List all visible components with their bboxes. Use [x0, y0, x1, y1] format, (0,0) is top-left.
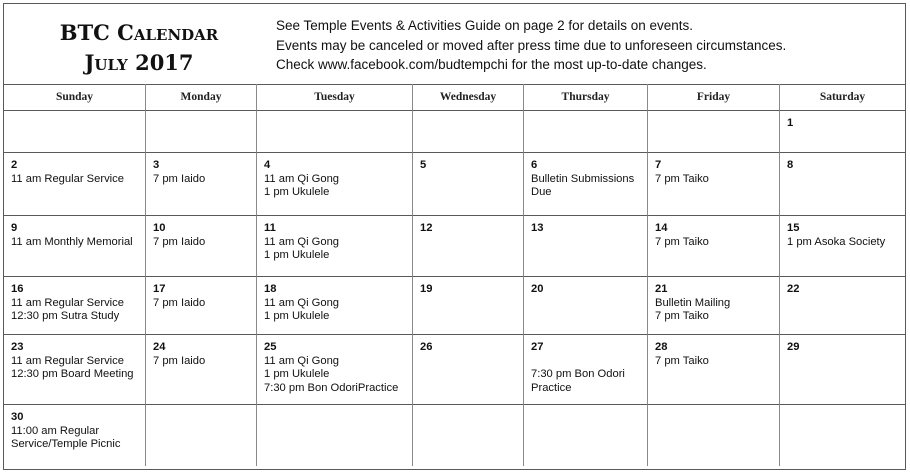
date-number: 1	[787, 117, 794, 129]
date-number: 27	[531, 341, 544, 353]
calendar-title-month: July 2017	[84, 50, 194, 75]
day-cell-14	[648, 216, 780, 277]
date-number: 4	[264, 159, 271, 171]
empty-day-cell	[257, 405, 413, 466]
event-item: 1 pm Ukulele	[264, 186, 330, 198]
date-number: 16	[11, 283, 24, 295]
calendar-grid	[4, 84, 905, 466]
empty-day-cell	[257, 111, 413, 153]
date-number: 18	[264, 283, 277, 295]
empty-day-cell	[413, 405, 524, 466]
date-number: 28	[655, 341, 668, 353]
day-cell-30	[4, 405, 146, 466]
day-cell-29	[780, 335, 905, 405]
calendar	[3, 3, 906, 470]
date-number: 7	[655, 159, 662, 171]
event-item: 7:30 pm Bon Odori Practice	[531, 368, 625, 394]
day-cell-18	[257, 277, 413, 335]
day-cell-13	[524, 216, 648, 277]
event-item: 7 pm Iaido	[153, 172, 206, 185]
date-number: 5	[420, 159, 427, 171]
date-number: 25	[264, 341, 277, 353]
event-item: 1 pm Ukulele	[264, 368, 330, 380]
empty-day-cell	[146, 111, 257, 153]
date-number: 23	[11, 341, 24, 353]
date-number: 29	[787, 341, 800, 353]
date-number: 15	[787, 222, 800, 234]
event-item: 12:30 pm Sutra Study	[11, 310, 120, 322]
day-cell-28	[648, 335, 780, 405]
event-item: 12:30 pm Board Meeting	[11, 368, 134, 380]
day-cell-4	[257, 153, 413, 216]
day-header-tuesday: Tuesday	[257, 84, 413, 111]
date-number: 14	[655, 222, 668, 234]
note-cancellation: Events may be canceled or moved after press time due to unforeseen circumstances.	[276, 37, 787, 53]
empty-day-cell	[524, 405, 648, 466]
date-number: 17	[153, 283, 166, 295]
day-header-friday: Friday	[648, 84, 780, 111]
day-cell-1	[780, 111, 905, 153]
calendar-header	[4, 4, 905, 85]
event-item: 7 pm Taiko	[655, 235, 709, 248]
calendar-notes	[276, 16, 786, 75]
date-number: 12	[420, 222, 433, 234]
day-cell-23	[4, 335, 146, 405]
day-cell-25	[257, 335, 413, 405]
day-cell-10	[146, 216, 257, 277]
empty-day-cell	[648, 405, 780, 466]
day-header-wednesday: Wednesday	[413, 84, 524, 111]
day-header-thursday: Thursday	[524, 84, 648, 111]
date-number: 30	[11, 411, 24, 423]
day-cell-3	[146, 153, 257, 216]
day-cell-20	[524, 277, 648, 335]
event-item: 11 am Qi Gong	[264, 354, 340, 367]
event-item: 7 pm Taiko	[655, 172, 709, 185]
date-number: 11	[264, 222, 276, 234]
day-cell-5	[413, 153, 524, 216]
calendar-title	[24, 18, 254, 78]
day-cell-21	[648, 277, 780, 335]
date-number: 21	[655, 283, 668, 295]
day-cell-6	[524, 153, 648, 216]
event-item: 11:00 am Regular Service/Temple Picnic	[11, 424, 121, 450]
date-number: 6	[531, 159, 538, 171]
day-cell-15	[780, 216, 905, 277]
calendar-title-name: BTC Calendar	[59, 20, 219, 45]
empty-day-cell	[524, 111, 648, 153]
event-item: 7 pm Iaido	[153, 354, 206, 367]
event-item: 7:30 pm Bon OdoriPractice	[264, 381, 399, 394]
day-cell-12	[413, 216, 524, 277]
event-item: 7 pm Iaido	[153, 235, 206, 248]
day-cell-9	[4, 216, 146, 277]
note-facebook: Check www.facebook.com/budtempchi for the most up-to-date changes.	[276, 57, 707, 72]
event-item	[531, 355, 647, 369]
empty-day-cell	[413, 111, 524, 153]
date-number: 20	[531, 283, 544, 295]
event-item: 7 pm Taiko	[655, 310, 709, 322]
date-number: 26	[420, 341, 433, 353]
date-number: 8	[787, 159, 794, 171]
day-cell-19	[413, 277, 524, 335]
day-cell-22	[780, 277, 905, 335]
empty-day-cell	[780, 405, 905, 466]
date-number: 10	[153, 222, 166, 234]
day-cell-7	[648, 153, 780, 216]
event-item: Bulletin Mailing	[655, 296, 731, 309]
event-item: 11 am Qi Gong	[264, 235, 340, 248]
event-item: 11 am Regular Service	[11, 354, 124, 367]
event-item: 1 pm Ukulele	[264, 249, 330, 261]
day-cell-26	[413, 335, 524, 405]
day-cell-27	[524, 335, 648, 405]
event-item: Bulletin Submissions Due	[531, 172, 635, 198]
event-item: 7 pm Iaido	[153, 296, 206, 309]
event-item: 11 am Qi Gong	[264, 172, 340, 185]
day-cell-8	[780, 153, 905, 216]
date-number: 13	[531, 222, 544, 234]
day-header-monday: Monday	[146, 84, 257, 111]
day-cell-16	[4, 277, 146, 335]
day-cell-2	[4, 153, 146, 216]
event-item: 11 am Monthly Memorial	[11, 235, 133, 248]
day-header-sunday: Sunday	[4, 84, 146, 111]
event-item: 1 pm Asoka Society	[787, 235, 886, 248]
empty-day-cell	[648, 111, 780, 153]
event-item: 11 am Regular Service	[11, 296, 124, 309]
day-cell-17	[146, 277, 257, 335]
day-header-saturday: Saturday	[780, 84, 905, 111]
date-number: 3	[153, 159, 160, 171]
event-item: 1 pm Ukulele	[264, 310, 330, 322]
date-number: 9	[11, 222, 18, 234]
day-cell-11	[257, 216, 413, 277]
empty-day-cell	[4, 111, 146, 153]
date-number: 22	[787, 283, 800, 295]
empty-day-cell	[146, 405, 257, 466]
note-events-guide: See Temple Events & Activities Guide on page 2 for details on events.	[276, 18, 693, 33]
event-item: 7 pm Taiko	[655, 354, 709, 367]
date-number: 19	[420, 283, 433, 295]
date-number: 24	[153, 341, 166, 353]
event-item: 11 am Qi Gong	[264, 296, 340, 309]
event-item: 11 am Regular Service	[11, 172, 124, 185]
date-number: 2	[11, 159, 18, 171]
day-cell-24	[146, 335, 257, 405]
